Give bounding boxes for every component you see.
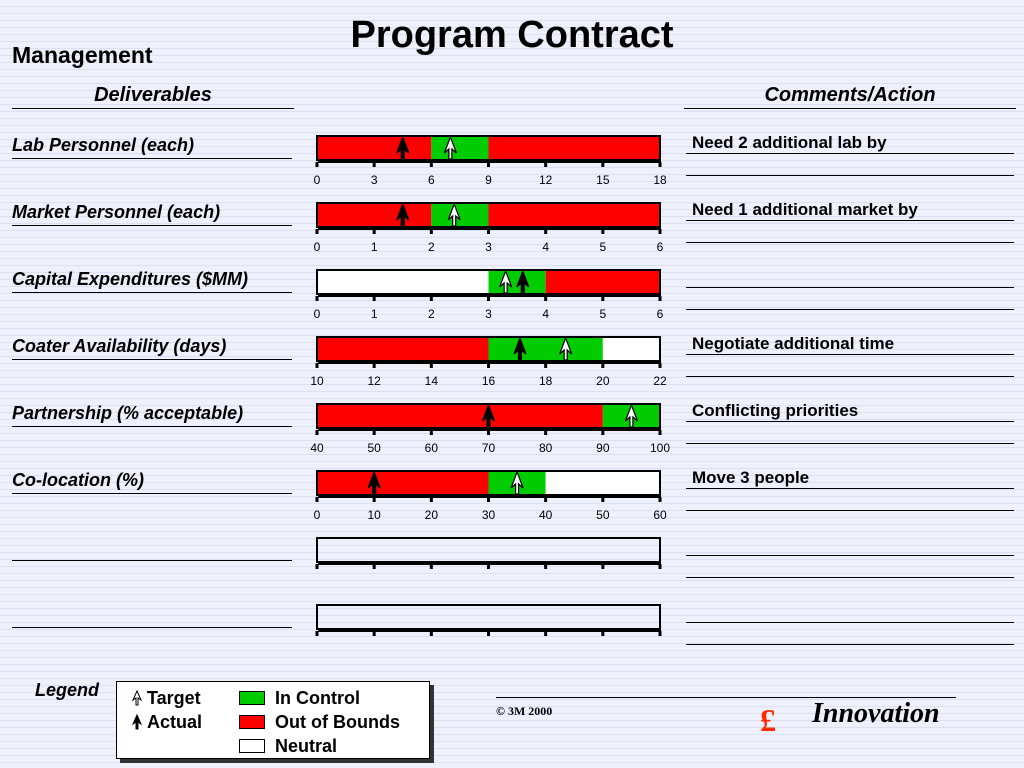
tick-mark [430,229,433,234]
tick-label: 3 [370,173,378,187]
tick-mark [659,497,662,502]
target-arrow-icon [131,690,143,706]
tick-mark [601,363,604,368]
segment-in-control [431,136,488,160]
neutral-swatch [239,739,265,753]
tick-mark [373,162,376,167]
tick-label: 10 [367,508,381,522]
deliverable-label: Coater Availability (days) [12,336,292,360]
tick-mark [430,296,433,301]
tick-mark [430,363,433,368]
tick-mark [659,162,662,167]
comment-text: Conflicting priorities [692,401,859,420]
tick-label: 30 [481,508,496,522]
tick-label: 12 [538,173,553,187]
tick-label: 80 [538,441,553,455]
segment-out-of-bounds [317,337,489,361]
tick-mark [487,162,490,167]
tick-label: 50 [367,441,381,455]
page-title: Program Contract [350,14,674,56]
deliverable-label: Lab Personnel (each) [12,135,292,159]
tick-mark [373,296,376,301]
tick-mark [487,229,490,234]
tick-mark [601,162,604,167]
tick-label: 50 [596,508,610,522]
tick-mark [316,631,319,636]
tick-mark [544,564,547,569]
tick-label: 5 [599,307,607,321]
copyright-notice: © 3M 2000 [496,704,553,718]
tick-label: 70 [481,441,496,455]
tick-label: 6 [656,307,664,321]
tick-mark [601,631,604,636]
segment-in-control [431,203,488,227]
segment-out-of-bounds [317,471,489,495]
tick-label: 40 [538,508,553,522]
tick-label: 3 [485,307,492,321]
segment-in-control [489,270,546,294]
tick-mark [316,430,319,435]
tick-mark [430,564,433,569]
tick-mark [544,229,547,234]
tick-mark [430,162,433,167]
tick-mark [544,296,547,301]
tick-mark [544,497,547,502]
tick-label: 9 [485,173,492,187]
deliverable-label: Partnership (% acceptable) [12,403,292,427]
tick-label: 90 [596,441,610,455]
gauge-outline [317,538,660,562]
tick-label: 12 [367,374,381,388]
segment-out-of-bounds [317,203,431,227]
tick-label: 15 [596,173,610,187]
tick-mark [544,631,547,636]
deliverable-label: Market Personnel (each) [12,202,292,226]
comment-text: Need 2 additional lab by [692,133,887,152]
tick-mark [601,229,604,234]
pound-icon: £ [760,702,776,738]
tick-label: 2 [427,307,435,321]
tick-mark [601,564,604,569]
tick-label: 22 [653,374,667,388]
tick-mark [487,430,490,435]
tick-mark [373,497,376,502]
tick-label: 0 [313,307,321,321]
tick-mark [316,497,319,502]
actual-arrow-icon [131,714,143,730]
tick-mark [659,430,662,435]
tick-mark [601,296,604,301]
tick-mark [373,229,376,234]
tick-mark [487,296,490,301]
segment-neutral [603,337,660,361]
segment-neutral [317,270,489,294]
segment-out-of-bounds [317,404,603,428]
tick-mark [316,162,319,167]
segment-out-of-bounds [546,270,660,294]
segment-out-of-bounds [489,203,661,227]
tick-label: 1 [370,307,378,321]
segment-in-control [489,337,603,361]
segment-out-of-bounds [489,136,661,160]
gauge-outline [317,605,660,629]
tick-mark [487,363,490,368]
tick-mark [316,363,319,368]
tick-mark [659,363,662,368]
out-of-bounds-swatch [239,715,265,729]
legend-label: Legend [35,680,100,700]
innovation-brand: Innovation [812,698,940,729]
department-label: Management [12,42,153,68]
legend-actual: Actual [147,712,203,732]
tick-label: 60 [424,441,439,455]
tick-mark [430,631,433,636]
tick-mark [544,162,547,167]
comment-text: Move 3 people [692,468,810,487]
legend-in-control: In Control [275,688,360,708]
tick-mark [373,564,376,569]
tick-mark [316,229,319,234]
tick-label: 60 [653,508,667,522]
tick-mark [601,497,604,502]
deliverable-label: Co-location (%) [12,470,292,494]
tick-label: 5 [599,240,607,254]
tick-label: 18 [653,173,667,187]
tick-label: 2 [427,240,435,254]
tick-mark [544,363,547,368]
tick-mark [601,430,604,435]
legend-neutral: Neutral [275,736,338,756]
tick-mark [487,564,490,569]
tick-label: 20 [424,508,439,522]
segment-out-of-bounds [317,136,431,160]
comment-text: Need 1 additional market by [692,200,918,219]
tick-label: 20 [596,374,610,388]
tick-mark [430,430,433,435]
tick-label: 6 [656,240,664,254]
tick-label: 4 [542,307,550,321]
segment-neutral [546,471,660,495]
tick-mark [316,296,319,301]
comment-text: Negotiate additional time [692,334,895,353]
tick-label: 100 [649,441,671,455]
tick-label: 18 [538,374,553,388]
tick-mark [373,631,376,636]
tick-label: 40 [310,441,324,455]
tick-mark [430,497,433,502]
tick-mark [659,631,662,636]
legend-target: Target [147,688,201,708]
tick-label: 3 [485,240,492,254]
in-control-swatch [239,691,265,705]
tick-label: 0 [313,240,321,254]
tick-label: 0 [313,508,321,522]
deliverable-label: Capital Expenditures ($MM) [12,269,292,293]
tick-mark [373,363,376,368]
comments-header: Comments/Action [684,84,1016,109]
tick-label: 6 [427,173,435,187]
tick-mark [316,564,319,569]
tick-mark [659,296,662,301]
tick-mark [544,430,547,435]
tick-label: 4 [542,240,550,254]
tick-label: 14 [424,374,439,388]
deliverables-header: Deliverables [12,84,294,109]
legend [116,681,430,759]
tick-mark [487,497,490,502]
legend-out-of-bounds: Out of Bounds [275,712,400,732]
tick-label: 0 [313,173,321,187]
tick-mark [659,229,662,234]
tick-mark [487,631,490,636]
tick-label: 10 [310,374,324,388]
tick-mark [373,430,376,435]
tick-mark [659,564,662,569]
tick-label: 16 [481,374,496,388]
tick-label: 1 [370,240,378,254]
